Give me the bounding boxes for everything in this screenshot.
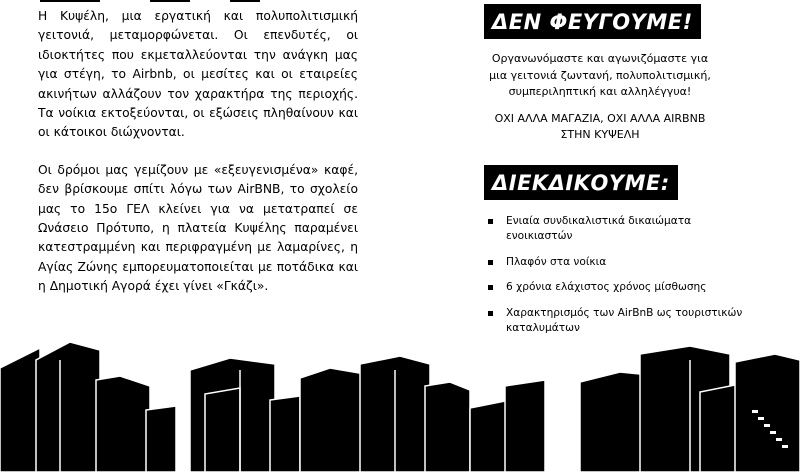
banner-den-feugoume: ΔΕΝ ΦΕΥΓΟΥΜΕ! bbox=[484, 4, 701, 39]
demand-text: Ενιαία συνδικαλιστικά δικαιώματα ενοικιαστών bbox=[506, 214, 692, 242]
step bbox=[776, 438, 782, 441]
demand-item bbox=[484, 280, 754, 296]
bullet-icon bbox=[488, 311, 493, 316]
building bbox=[470, 400, 510, 472]
building bbox=[36, 342, 100, 472]
building bbox=[0, 348, 40, 472]
building bbox=[300, 368, 365, 472]
demand-item bbox=[484, 255, 754, 271]
step bbox=[782, 445, 788, 448]
step bbox=[764, 424, 770, 427]
demand-text: 6 χρόνια ελάχιστος χρόνος μίσθωσης bbox=[506, 281, 707, 293]
strip-mark bbox=[40, 0, 100, 2]
demand-text: Χαρακτηρισμός των AirBnB ως τουριστικών καταλυμάτων bbox=[506, 306, 743, 334]
demands-list bbox=[484, 214, 754, 337]
building bbox=[270, 396, 300, 472]
organize-text: Οργανωνόμαστε και αγωνιζόμαστε για μια γειτονιά ζωντανή, πολυπολιτισμική, συμπεριληπτική και αλληλέγγυα! bbox=[489, 52, 711, 98]
building bbox=[700, 384, 740, 472]
bullet-icon bbox=[488, 260, 493, 265]
right-column bbox=[484, 4, 754, 347]
strip-mark bbox=[150, 0, 190, 2]
building bbox=[425, 382, 470, 472]
building bbox=[96, 376, 150, 472]
step bbox=[770, 431, 776, 434]
step bbox=[758, 417, 764, 420]
building bbox=[205, 388, 240, 472]
building bbox=[505, 380, 545, 472]
strip-mark bbox=[230, 0, 260, 2]
bullet-icon bbox=[488, 285, 493, 290]
demand-item bbox=[484, 214, 754, 245]
grievances-paragraph: Οι δρόμοι μας γεμίζουν με «εξευγενισμένα» καφέ, δεν βρίσκουμε σπίτι λόγω των AirBNB, το σχολείο μας το 15ο ΓΕΛ κλείνει για να μετατραπεί σε Ωνάσειο Πρότυπο, η πλατεία Κυψέλης παραμένει κατεστραμμένη και περιφραγμένη με λαμαρίνες, η Αγίας Ζώνης εμπορευματοποιείται με ποτάδικα και η Δημοτική Αγορά έχει γίνει «Γκάζι». bbox=[38, 162, 358, 294]
building bbox=[735, 354, 800, 472]
building bbox=[146, 406, 176, 472]
banner-diekdikoume: ΔΙΕΚΔΙΚΟΥΜΕ: bbox=[484, 165, 678, 200]
step bbox=[752, 410, 758, 413]
demand-text: Πλαφόν στα νοίκια bbox=[506, 255, 607, 268]
intro-paragraph: Η Κυψέλη, μια εργατική και πολυπολιτισμική γειτονιά, μεταμορφώνεται. Οι επενδυτές, οι ιδιοκτήτες που εκμεταλλεύονται την ανάγκη μας για στέγη, το Airbnb, οι μεσίτες και οι εταιρείες ακινήτων αλλάζουν τον χαρακτήρα της περιοχής. Τα νοίκια εκτοξεύονται, οι εξώσεις πληθαίνουν και οι κάτοικοι διώχνονται. bbox=[38, 9, 358, 140]
slogan-text: ΟΧΙ ΑΛΛΑ ΜΑΓΑΖΙΑ, ΟΧΙ ΑΛΛΑ AIRBNB ΣΤΗΝ ΚΥΨΕΛΗ bbox=[494, 111, 706, 141]
bullet-icon bbox=[488, 219, 493, 224]
city-skyline-illustration bbox=[0, 320, 800, 472]
left-column bbox=[38, 7, 358, 315]
